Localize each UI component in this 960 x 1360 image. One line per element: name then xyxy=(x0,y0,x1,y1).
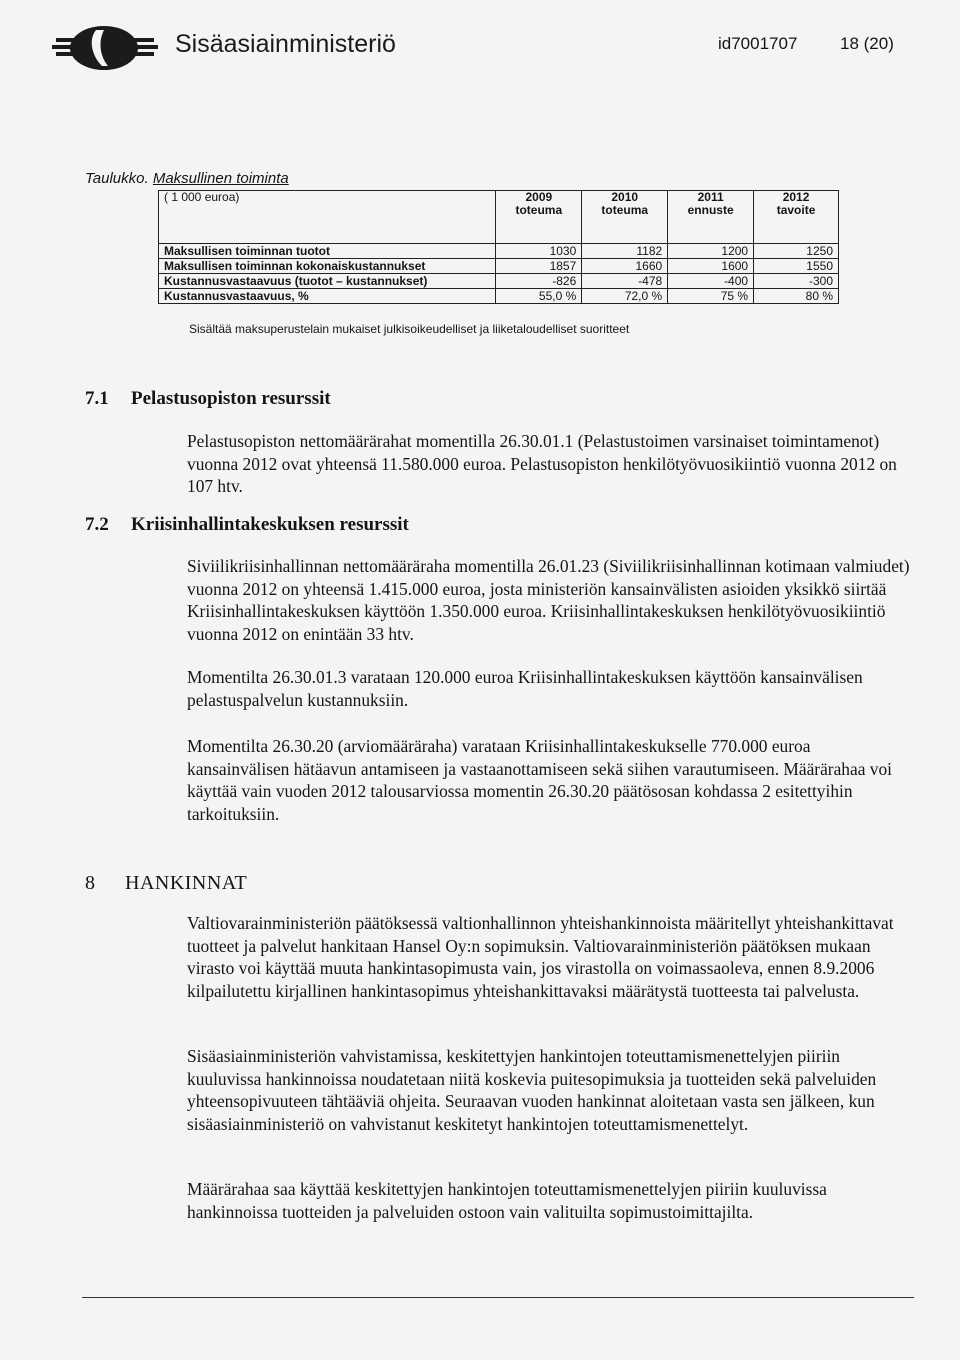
table-cell: 1250 xyxy=(754,244,839,259)
table-cell: 1030 xyxy=(496,244,582,259)
table-cell: -300 xyxy=(754,274,839,289)
document-id: id7001707 xyxy=(718,34,798,53)
table-unit: ( 1 000 euroa) xyxy=(159,191,496,244)
table-row xyxy=(159,259,839,274)
table-caption xyxy=(85,170,289,187)
table-cell: 1857 xyxy=(496,259,582,274)
section-heading xyxy=(85,388,785,412)
row-label: Kustannusvastaavuus (tuotot – kustannukset) xyxy=(159,274,496,289)
paragraph: Siviilikriisinhallinnan nettomääräraha momentilla 26.01.23 (Siviilikriisinhallinnan kotimaan valmiudet) vuonna 2012 on yhteensä 1.415.000 euroa, josta ministeriön kansainvälisten asioiden yksikkö siirtää Kriisinhallintakeskuksen käyttöön 1.350.000 euroa. Kriisinhallintakeskuksen henkilötyövuosikiintiö vuonna 2012 on enintään 33 htv. xyxy=(187,556,910,644)
table-cell: 1200 xyxy=(668,244,754,259)
section-heading xyxy=(85,872,785,898)
paragraph: Määrärahaa saa käyttää keskitettyjen hankintojen toteuttamismenettelyjen piiriin kuuluvissa hankinnoissa tuotteiden ja palveluiden ostoon vain valituilta sopimustoimittajilta. xyxy=(187,1179,827,1222)
column-header xyxy=(668,191,754,244)
table-cell: -826 xyxy=(496,274,582,289)
table-cell: 72,0 % xyxy=(582,289,668,304)
paragraph: Momentilta 26.30.20 (arviomääräraha) varataan Kriisinhallintakeskukselle 770.000 euroa kansainvälisen hätäavun antamiseen ja vastaanottamiseen sekä siihen varautumiseen. Määrärahaa voi käyttää vain vuoden 2012 talousarviossa momentin 26.30.20 päätösosan kohdassa 2 esitettyihin tarkoituksiin. xyxy=(187,736,893,824)
fee-based-activity-table xyxy=(158,190,839,304)
table-caption-prefix: Taulukko. xyxy=(85,170,149,187)
column-year: 2012 xyxy=(782,190,810,204)
column-header xyxy=(582,191,668,244)
table-cell: 55,0 % xyxy=(496,289,582,304)
table-row xyxy=(159,289,839,304)
table-cell: 1182 xyxy=(582,244,668,259)
section-heading xyxy=(85,514,785,538)
table-cell: 75 % xyxy=(668,289,754,304)
column-kind: tavoite xyxy=(776,203,816,217)
table-row xyxy=(159,244,839,259)
column-year: 2011 xyxy=(697,190,724,204)
column-kind: ennuste xyxy=(687,203,734,217)
section-title: Kriisinhallintakeskuksen resurssit xyxy=(131,514,409,535)
ministry-logo-icon xyxy=(46,20,164,74)
table-cell: 1600 xyxy=(668,259,754,274)
table-caption-title: Maksullinen toiminta xyxy=(152,170,289,187)
section-title: Pelastusopiston resurssit xyxy=(131,388,331,409)
table-cell: -478 xyxy=(582,274,668,289)
table-cell: 1550 xyxy=(754,259,839,274)
paragraph: Sisäasiainministeriön vahvistamissa, keskitettyjen hankintojen toteuttamismenettelyjen piiriin kuuluvissa hankinnoissa noudatetaan niitä koskevia puitesopimuksia ja tuotteiden sekä palveluiden yhteensopivuuteen tähtääviä ohjeita. Seuraavan vuoden hankinnat aloitetaan vasta sen jälkeen, kun sisäasiainministeriö on vahvistanut keskitetyt hankintojen toteuttamismenettelyt. xyxy=(187,1046,877,1134)
row-label: Maksullisen toiminnan kokonaiskustannukset xyxy=(159,259,496,274)
table-note: Sisältää maksuperustelain mukaiset julkisoikeudelliset ja liiketaloudelliset suoritteet xyxy=(189,322,630,336)
section-number: 7.2 xyxy=(85,514,109,535)
section-number: 8 xyxy=(85,872,96,894)
organization-name: Sisäasiainministeriö xyxy=(175,30,396,58)
column-kind: toteuma xyxy=(515,203,563,217)
column-year: 2010 xyxy=(611,190,639,204)
row-label: Kustannusvastaavuus, % xyxy=(159,289,496,304)
section-title: HANKINNAT xyxy=(125,872,248,894)
table-cell: -400 xyxy=(668,274,754,289)
row-label: Maksullisen toiminnan tuotot xyxy=(159,244,496,259)
table-cell: 80 % xyxy=(754,289,839,304)
column-header xyxy=(496,191,582,244)
section-number: 7.1 xyxy=(85,388,109,409)
paragraph: Pelastusopiston nettomäärärahat momentilla 26.30.01.1 (Pelastustoimen varsinaiset toimintamenot) vuonna 2012 ovat yhteensä 11.580.000 euroa. Pelastusopiston henkilötyövuosikiintiö vuonna 2012 on 107 htv. xyxy=(187,431,897,496)
column-header xyxy=(754,191,839,244)
column-kind: toteuma xyxy=(601,203,649,217)
table-cell: 1660 xyxy=(582,259,668,274)
paragraph: Valtiovarainministeriön päätöksessä valtionhallinnon yhteishankinnoista määritellyt yhteishankittavat tuotteet ja palvelut hankitaan Hansel Oy:n sopimuksin. Valtiovarainministeriön päätöksen mukaan virasto voi käyttää muuta hankintasopimusta vain, jos virastolla on voimassaoleva, ennen 8.9.2006 kilpailutettu kirjallinen hankintasopimus yhteishankittavaksi määrätystä tuotteesta tai palvelusta. xyxy=(187,913,894,1001)
table-row xyxy=(159,274,839,289)
column-year: 2009 xyxy=(525,190,553,204)
paragraph: Momentilta 26.30.01.3 varataan 120.000 euroa Kriisinhallintakeskuksen käyttöön kansainvälisen pelastuspalvelun kustannuksiin. xyxy=(187,667,863,710)
page-number: 18 (20) xyxy=(840,34,894,53)
table-header-row xyxy=(159,191,839,244)
footer-rule xyxy=(82,1297,914,1298)
